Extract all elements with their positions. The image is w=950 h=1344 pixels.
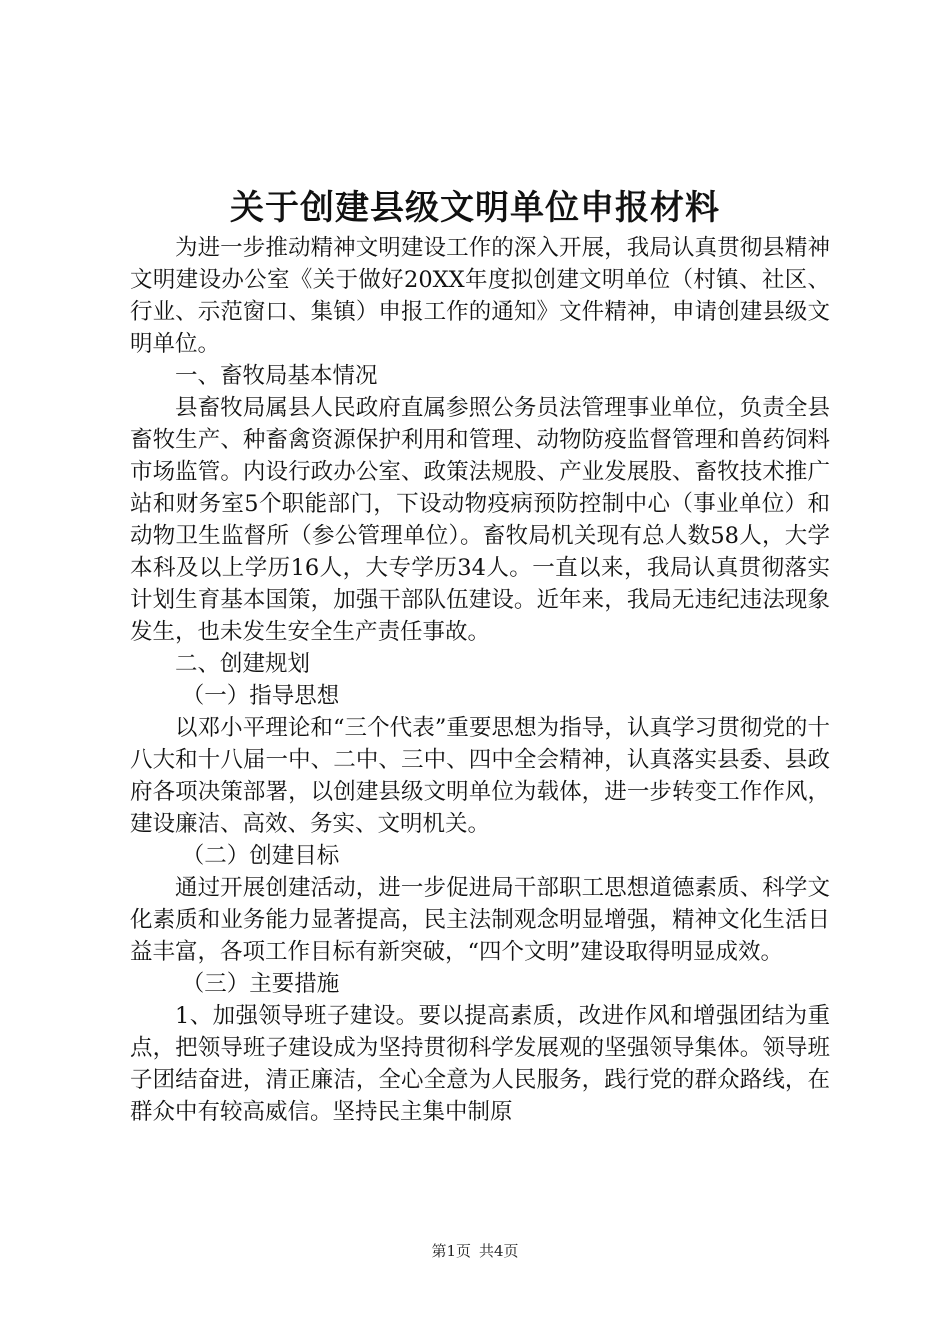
paragraph-basic-info: 县畜牧局属县人民政府直属参照公务员法管理事业单位，负责全县畜牧生产、种畜禽资源保护利用和管理、动物防疫监督管理和兽药饲料市场监管。内设行政办公室、政策法规股、产业发展股、畜牧技术推广站和财务室5个职能部门，下设动物疫病预防控制中心（事业单位）和动物卫生监督所（参公管理单位）。畜牧局机关现有总人数58人，大学本科及以上学历16人，大专学历34人。一直以来，我局认真贯彻落实计划生育基本国策，加强干部队伍建设。近年来，我局无违纪违法现象发生，也未发生安全生产责任事故。 bbox=[130, 395, 830, 645]
subsection-heading-goal: （二）创建目标 bbox=[181, 843, 340, 869]
section-heading-plan: 二、创建规划 bbox=[175, 651, 311, 677]
page-total: 共4页 bbox=[479, 1242, 519, 1260]
page-footer bbox=[0, 1240, 950, 1262]
paragraph-intro: 为进一步推动精神文明建设工作的深入开展，我局认真贯彻县精神文明建设办公室《关于做好20XX年度拟创建文明单位（村镇、社区、行业、示范窗口、集镇）申报工作的通知》文件精神，申请创建县级文明单位。 bbox=[130, 235, 830, 357]
paragraph-measures: 1、加强领导班子建设。要以提高素质，改进作风和增强团结为重点，把领导班子建设成为坚持贯彻科学发展观的坚强领导集体。领导班子团结奋进，清正廉洁，全心全意为人民服务，践行党的群众路线，在群众中有较高威信。坚持民主集中制原 bbox=[130, 1003, 830, 1125]
page-number: 第1页 bbox=[431, 1242, 471, 1260]
document-body bbox=[130, 232, 830, 1128]
document-title: 关于创建县级文明单位申报材料 bbox=[230, 188, 720, 228]
paragraph-guiding-thought: 以邓小平理论和“三个代表”重要思想为指导，认真学习贯彻党的十八大和十八届一中、二中、三中、四中全会精神，认真落实县委、县政府各项决策部署，以创建县级文明单位为载体，进一步转变工作作风，建设廉洁、高效、务实、文明机关。 bbox=[130, 715, 830, 837]
subsection-heading-measures: （三）主要措施 bbox=[181, 971, 340, 997]
paragraph-goal: 通过开展创建活动，进一步促进局干部职工思想道德素质、科学文化素质和业务能力显著提高，民主法制观念明显增强，精神文化生活日益丰富，各项工作目标有新突破，“四个文明”建设取得明显成效。 bbox=[130, 875, 830, 965]
section-heading-basic-info: 一、畜牧局基本情况 bbox=[175, 363, 378, 389]
subsection-heading-guiding-thought: （一）指导思想 bbox=[181, 683, 340, 709]
